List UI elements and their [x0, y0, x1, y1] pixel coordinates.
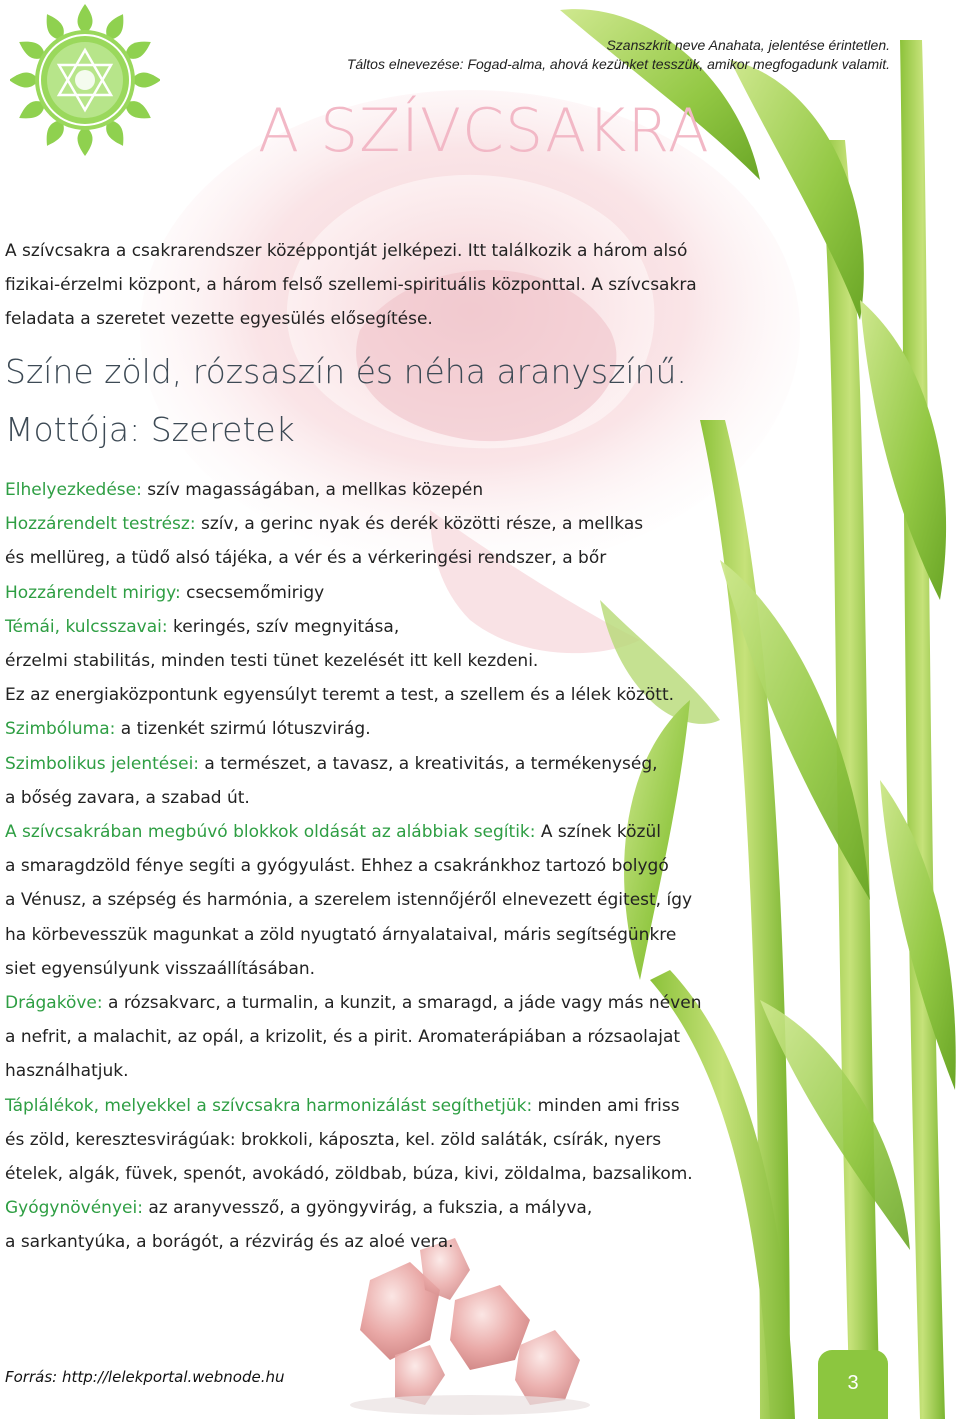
fact-blocks-cont: ha körbevesszük magunkat a zöld nyugtató árnyalataival, máris segítségünkre — [5, 924, 677, 945]
fact-text: csecsemőmirigy — [180, 582, 325, 603]
fact-blocks-cont: siet egyensúlyunk visszaállításában. — [5, 958, 316, 979]
page-number-badge — [818, 1350, 888, 1419]
heart-chakra-logo — [10, 2, 160, 162]
fact-label: Drágaköve: — [5, 993, 103, 1014]
fact-text: szív, a gerinc nyak és derék közötti része, a mellkas — [195, 514, 644, 535]
page-number: 3 — [847, 1372, 859, 1394]
fact-label: A szívcsakrában megbúvó blokkok oldását az alábbiak segítik: — [5, 822, 536, 843]
intro-paragraph: A szívcsakra a csakrarendszer középpontját jelképezi. Itt találkozik a három alsó fizikai-érzelmi központ, a három felső szellemi-spirituális központtal. A szívcsakra feladata a szeretet vezette egyesülés elősegítése. — [5, 241, 697, 329]
fact-location — [5, 473, 725, 507]
fact-herbs — [5, 1191, 725, 1225]
fact-label: Hozzárendelt mirigy: — [5, 582, 181, 603]
fact-blocks-cont: a smaragdzöld fénye segíti a gyógyulást. Ehhez a csakránkhoz tartozó bolygó — [5, 856, 669, 877]
fact-symbol — [5, 712, 725, 746]
fact-foods — [5, 1089, 725, 1123]
fact-text: keringés, szív megnyitása, — [167, 616, 400, 637]
fact-label: Szimbolikus jelentései: — [5, 753, 200, 774]
sanskrit-name-line: Szanszkrit neve Anahata, jelentése érintetlen. — [606, 37, 890, 53]
source-credit: Forrás: http://lelekportal.webnode.hu — [5, 1368, 285, 1386]
fact-label: Táplálékok, melyekkel a szívcsakra harmonizálást segíthetjük: — [5, 1095, 533, 1116]
fact-foods-cont: ételek, algák, füvek, spenót, avokádó, zöldbab, búza, kivi, zöldalma, bazsalikom. — [5, 1164, 693, 1185]
color-statement: Színe zöld, rózsaszín és néha aranyszínű. — [5, 352, 687, 391]
fact-body-part — [5, 507, 725, 541]
fact-text: a tizenkét szirmú lótuszvirág. — [115, 719, 371, 740]
fact-body-part-cont: és mellüreg, a tüdő alsó tájéka, a vér és a vérkeringési rendszer, a bőr — [5, 548, 607, 569]
fact-gemstones — [5, 986, 725, 1020]
chakra-facts — [5, 473, 725, 1260]
fact-label: Elhelyezkedése: — [5, 480, 142, 500]
fact-text: a rózsakvarc, a turmalin, a kunzit, a smaragd, a jáde vagy más néven — [102, 993, 702, 1014]
fact-text: szív magasságában, a mellkas közepén — [141, 480, 484, 500]
fact-symbolic-meaning-cont: a bőség zavara, a szabad út. — [5, 787, 250, 808]
fact-themes-cont: érzelmi stabilitás, minden testi tünet kezelését itt kell kezdeni. — [5, 651, 539, 672]
fact-herbs-cont: a sarkantyúka, a borágót, a rézvirág és az aloé vera. — [5, 1232, 454, 1253]
fact-label: Gyógynövényei: — [5, 1198, 143, 1219]
fact-text: minden ami friss — [532, 1095, 680, 1116]
fact-themes — [5, 610, 725, 644]
fact-foods-cont: és zöld, keresztesvirágúak: brokkoli, káposzta, kel. zöld saláták, csírák, nyers — [5, 1129, 662, 1150]
fact-label: Témái, kulcsszavai: — [5, 616, 168, 637]
fact-gemstones-cont: a nefrit, a malachit, az opál, a krizolit, és a pirit. Aromaterápiában a rózsaolajat — [5, 1027, 681, 1048]
motto-statement: Mottója: Szeretek — [5, 410, 295, 449]
fact-text: A színek közül — [535, 822, 661, 843]
fact-label: Hozzárendelt testrész: — [5, 514, 196, 535]
page-title: A SZÍVCSAKRA — [258, 96, 710, 166]
taltos-name-line: Táltos elnevezése: Fogad-alma, ahová kezünket tesszük, amikor megfogadunk valamit. — [346, 56, 890, 72]
fact-text: a természet, a tavasz, a kreativitás, a termékenység, — [199, 753, 658, 774]
fact-gland — [5, 576, 725, 610]
fact-label: Szimbóluma: — [5, 719, 116, 740]
fact-symbolic-meaning — [5, 747, 725, 781]
fact-text: az aranyvessző, a gyöngyvirág, a fukszia, a mályva, — [142, 1198, 593, 1219]
header-note — [347, 36, 890, 74]
fact-blocks-cont: a Vénusz, a szépség és harmónia, a szerelem istennőjéről elnevezett égitest, így — [5, 890, 693, 911]
fact-blocks — [5, 815, 725, 849]
fact-gemstones-cont: használhatjuk. — [5, 1061, 129, 1082]
fact-balance: Ez az energiaközpontunk egyensúlyt teremt a test, a szellem és a lélek között. — [5, 685, 675, 706]
